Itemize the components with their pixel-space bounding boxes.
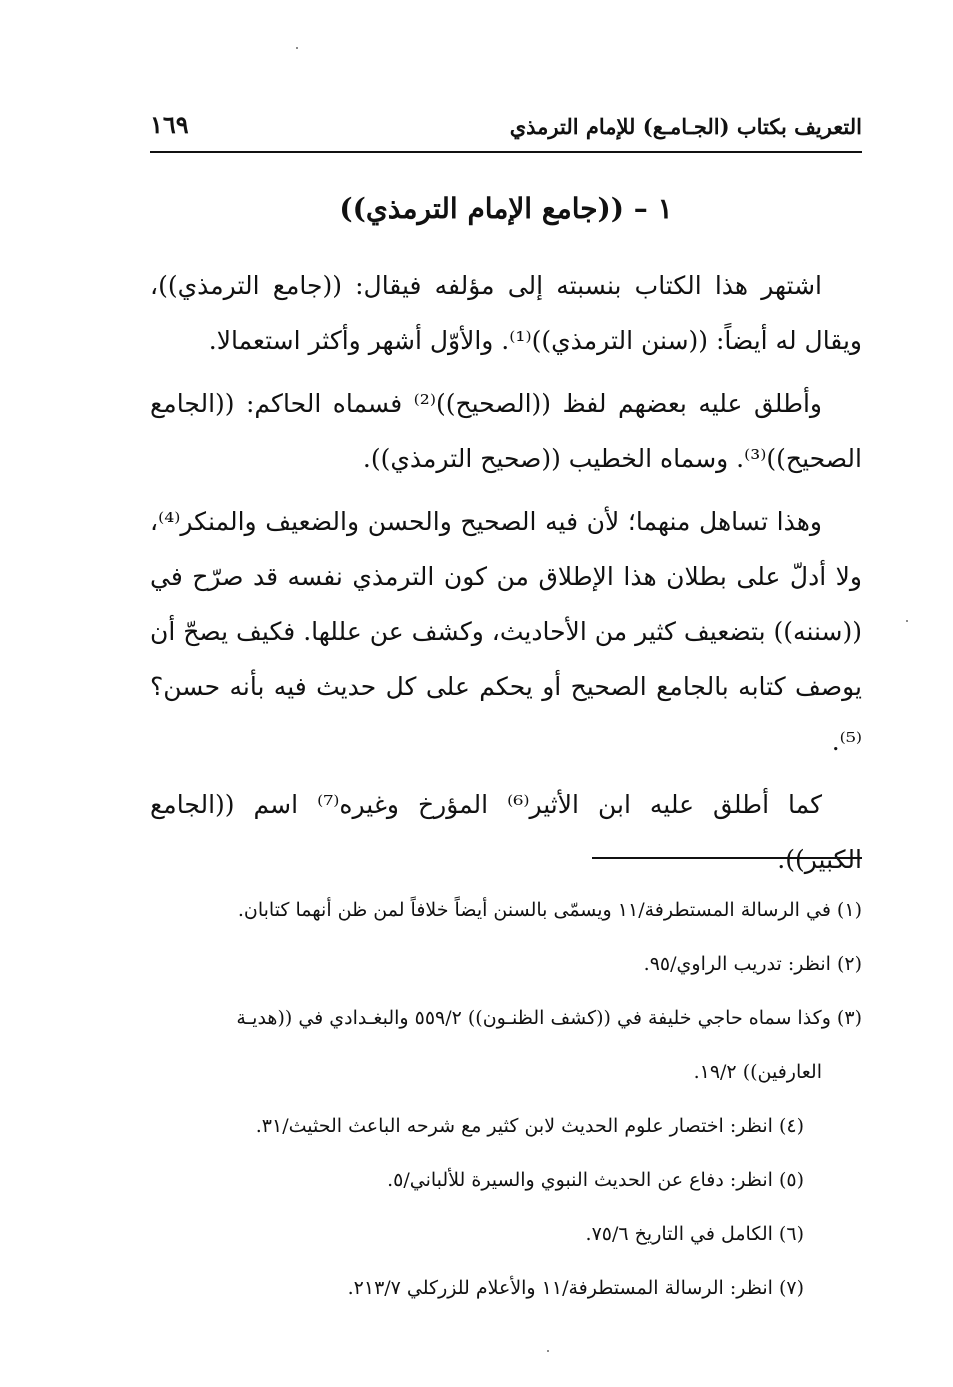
section-heading: ١ – ((جامع الإمام الترمذي)) — [339, 192, 673, 225]
footnotes — [150, 883, 862, 1315]
scan-speck — [906, 620, 908, 622]
footnote-3: (٣) وكذا سماه حاجي خليفة في ((كشف الظنـون)) ٥٥٩/٢ والبغـدادي في ((هديـة — [236, 1007, 862, 1029]
footnote-separator — [592, 857, 862, 859]
page-header — [150, 108, 862, 152]
footnote-2: (٢) انظر: تدريب الراوي/٩٥. — [643, 953, 862, 975]
paragraph: كما أطلق عليه ابن الأثير⁽⁶⁾ المؤرخ وغيره⁽⁷⁾ اسم ((الجامع الكبير)). — [150, 790, 862, 874]
footnote-7: (٧) انظر: الرسالة المستطرفة/١١ والأعلام للزركلي ٢١٣/٧. — [347, 1277, 804, 1299]
header-rule — [150, 151, 862, 153]
scan-speck — [547, 1350, 549, 1352]
footnote-5: (٥) انظر: دفاع عن الحديث النبوي والسيرة للألباني/٥. — [387, 1169, 804, 1191]
running-title: التعريف بكتاب (الجـامـع) للإمام الترمذي — [509, 114, 862, 139]
page-number: ١٦٩ — [150, 110, 189, 139]
footnote-1: (١) في الرسالة المستطرفة/١١ ويسمّى بالسنن أيضاً خلافاً لمن ظن أنهما كتابان. — [237, 899, 862, 921]
scan-speck — [296, 47, 298, 49]
paragraph: اشتهر هذا الكتاب بنسبته إلى مؤلفه فيقال: ((جامع الترمذي))، ويقال له أيضاً: ((سنن الترمذي))⁽¹⁾. والأوّل أشهر وأكثر استعمالا. — [150, 271, 862, 355]
footnote-3-continued: العارفين)) ١٩/٢. — [693, 1061, 822, 1083]
paragraph: وأطلق عليه بعضهم لفظ ((الصحيح))⁽²⁾ فسماه الحاكم: ((الجامع الصحيح))⁽³⁾. وسماه الخطيب ((صحيح الترمذي)). — [150, 389, 862, 473]
paragraph: وهذا تساهل منهما؛ لأن فيه الصحيح والحسن والضعيف والمنكر⁽⁴⁾، ولا أدلّ على بطلان هذا الإطلاق من كون الترمذي نفسه قد صرّح في ((سننه)) بتضعيف كثير من الأحاديث، وكشف عن عللها. فكيف يصحّ أن يوصف كتابه بالجامع الصحيح أو يحكم على كل حديث فيه بأنه حسن؟⁽⁵⁾. — [150, 507, 862, 756]
footnote-4: (٤) انظر: اختصار علوم الحديث لابن كثير مع شرحه الباعث الحثيث/٣١. — [255, 1115, 804, 1137]
footnote-6: (٦) الكامل في التاريخ ٧٥/٦. — [585, 1223, 804, 1245]
body-text — [150, 258, 862, 887]
